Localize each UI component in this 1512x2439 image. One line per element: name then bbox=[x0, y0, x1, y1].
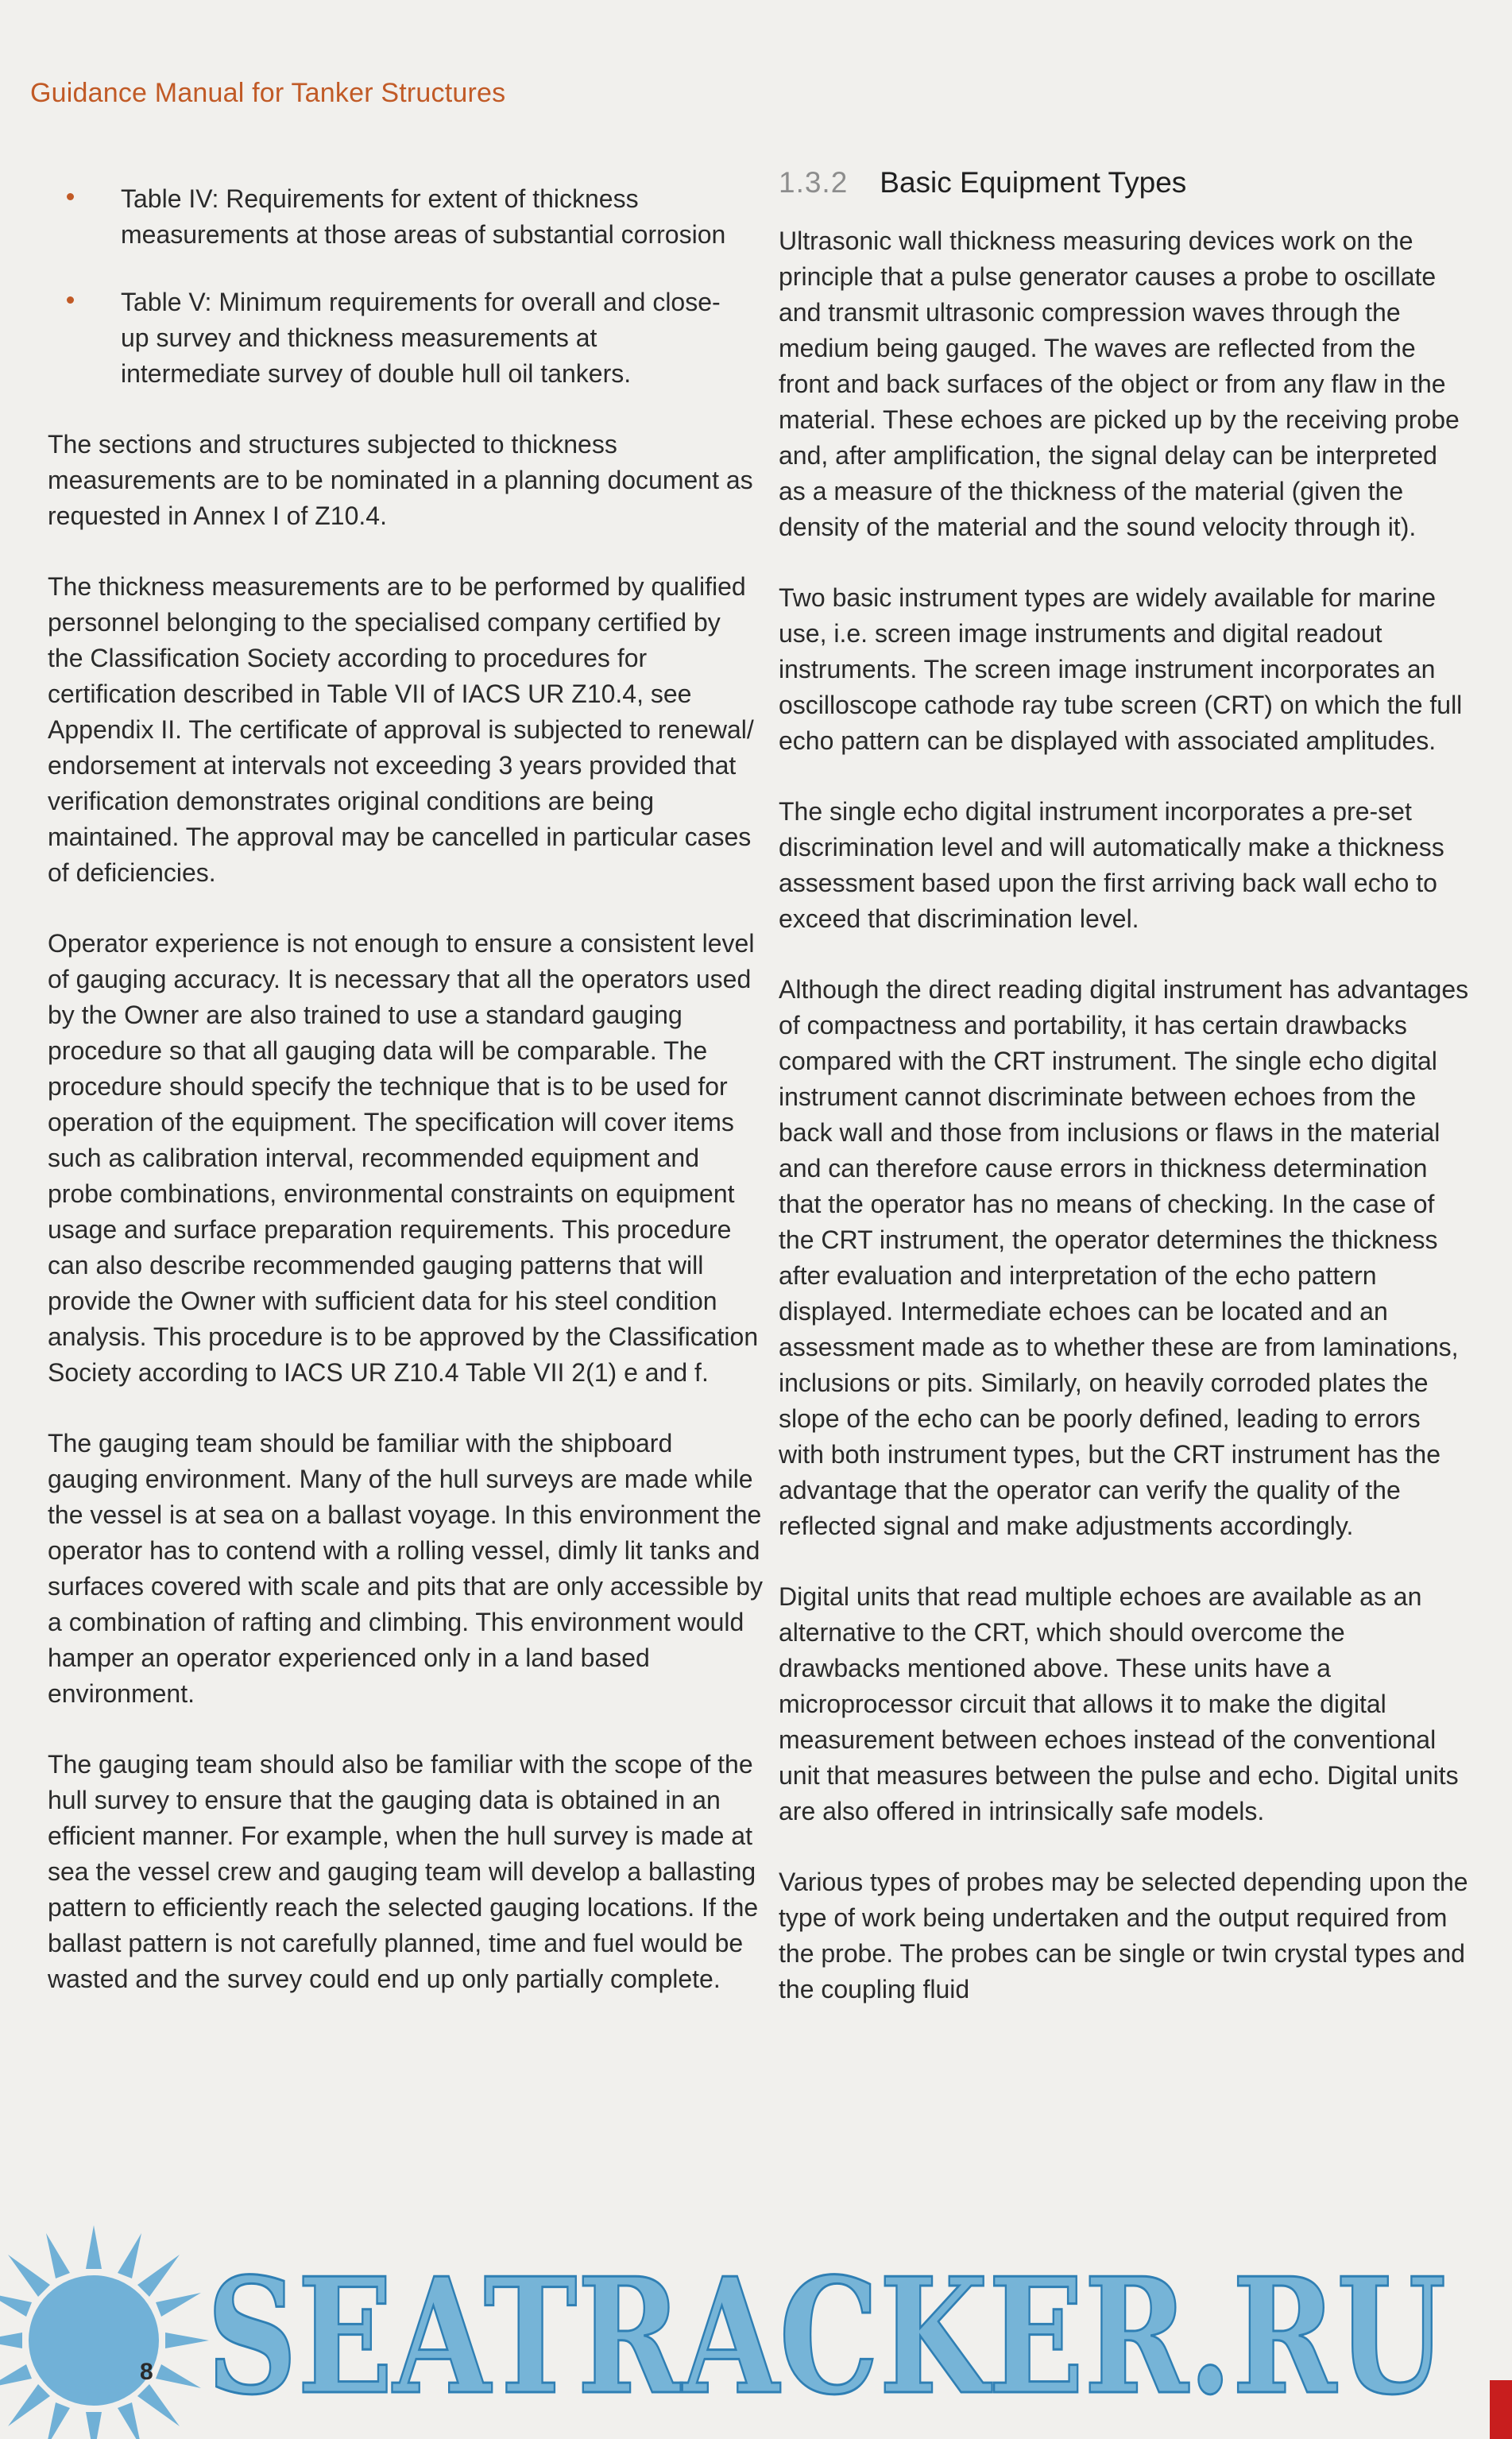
bullet-item bbox=[48, 285, 741, 392]
page-edge-tab bbox=[1490, 2380, 1512, 2439]
bullet-text: Table V: Minimum requirements for overall and close-up survey and thickness measurements at intermediate survey of double hull oil tankers. bbox=[121, 288, 721, 388]
left-column bbox=[48, 181, 763, 2032]
section-number: 1.3.2 bbox=[779, 166, 849, 199]
watermark bbox=[0, 2209, 1512, 2439]
right-column bbox=[779, 163, 1470, 2042]
section-title: Basic Equipment Types bbox=[880, 166, 1187, 199]
paragraph-operator-experience: Operator experience is not enough to ensure a consistent level of gauging accuracy. It is necessary that all the operators used by the Owner are also trained to use a standard gauging procedure so that all gauging data will be comparable. The procedure should specify the technique that is to be used for operation of the equipment. The specification will cover items such as calibration interval, recommended equipment and probe combinations, environmental constraints on equipment usage and surface preparation requirements. This procedure can also describe recommended gauging patterns that will provide the Owner with sufficient data for his steel condition analysis. This procedure is to be approved by the Classification Society according to IACS UR Z10.4 Table VII 2(1) e and f. bbox=[48, 929, 759, 1387]
paragraph-ultrasonic-principle: Ultrasonic wall thickness measuring devices work on the principle that a pulse generator causes a probe to oscillate and transmit ultrasonic compression waves through the medium being gauged. The waves are reflected from the front and back surfaces of the object or from any flaw in the material. These echoes are picked up by the receiving probe and, after amplification, the signal delay can be interpreted as a measure of the thickness of the material (given the density of the material and the sound velocity through it). bbox=[779, 226, 1460, 541]
running-header: Guidance Manual for Tanker Structures bbox=[30, 78, 506, 108]
bullet-dot-icon bbox=[67, 296, 74, 304]
paragraph-single-echo: The single echo digital instrument incorporates a pre-set discrimination level and will automatically make a thickness assessment based upon the first arriving back wall echo to exceed that discrimination level. bbox=[779, 797, 1444, 933]
paragraph-multiple-echoes: Digital units that read multiple echoes are available as an alternative to the CRT, which should overcome the drawbacks mentioned above. These units have a microprocessor circuit that allows it to make the digital measurement between echoes instead of the conventional unit that measures between the pulse and echo. Digital units are also offered in intrinsically safe models. bbox=[779, 1582, 1459, 1825]
paragraph-instrument-types: Two basic instrument types are widely available for marine use, i.e. screen image instruments and digital readout instruments. The screen image instrument incorporates an oscilloscope cathode ray tube screen (CRT) on which the full echo pattern can be displayed with associated amplitudes. bbox=[779, 583, 1463, 755]
paragraph-planning-document: The sections and structures subjected to thickness measurements are to be nominated in a planning document as requested in Annex I of Z10.4. bbox=[48, 430, 753, 530]
paragraph-gauging-environment: The gauging team should be familiar with the shipboard gauging environment. Many of the hull surveys are made while the vessel is at sea on a ballast voyage. In this environment the operator has to contend with a rolling vessel, dimly lit tanks and surfaces covered with scale and pits that are only accessible by a combination of rafting and climbing. This environment would hamper an operator experienced only in a land based environment. bbox=[48, 1429, 764, 1708]
sun-logo-icon bbox=[0, 2225, 209, 2439]
paragraph-probe-types: Various types of probes may be selected depending upon the type of work being undertaken and the output required from the probe. The probes can be single or twin crystal types and the coupling fluid bbox=[779, 1868, 1468, 2003]
bullet-dot-icon bbox=[67, 193, 74, 200]
paragraph-drawbacks: Although the direct reading digital instrument has advantages of compactness and portability, it has certain drawbacks compared with the CRT instrument. The single echo digital instrument cannot discriminate between echoes from the back wall and those from inclusions or flaws in the material and can therefore cause errors in thickness determination that the operator has no means of checking. In the case of the CRT instrument, the operator determines the thickness after evaluation and interpretation of the echo pattern displayed. Intermediate echoes can be located and an assessment made as to whether these are from laminations, inclusions or pits. Similarly, on heavily corroded plates the slope of the echo can be poorly defined, leading to errors with both instrument types, but the CRT instrument has the advantage that the operator can verify the quality of the reflected signal and make adjustments accordingly. bbox=[779, 975, 1469, 1540]
bullet-list bbox=[48, 181, 763, 392]
paragraph-hull-survey-scope: The gauging team should also be familiar with the scope of the hull survey to ensure that the gauging data is obtained in an efficient manner. For example, when the hull survey is made at sea the vessel crew and gauging team will develop a ballasting pattern to efficiently reach the selected gauging locations. If the ballast pattern is not carefully planned, time and fuel would be wasted and the survey could end up only partially complete. bbox=[48, 1750, 759, 1993]
bullet-item bbox=[48, 181, 741, 253]
watermark-text: SEATRACKER.RU bbox=[207, 2243, 1446, 2430]
bullet-text: Table IV: Requirements for extent of thickness measurements at those areas of substantial corrosion bbox=[121, 184, 726, 249]
section-heading bbox=[779, 163, 1470, 203]
page-number: 8 bbox=[140, 2359, 153, 2385]
paragraph-qualified-personnel: The thickness measurements are to be performed by qualified personnel belonging to the specialised company certified by the Classification Society according to procedures for certification described in Table VII of IACS UR Z10.4, see Appendix II. The certificate of approval is subjected to renewal/ endorsement at intervals not exceeding 3 years provided that verification demonstrates original conditions are being maintained. The approval may be cancelled in particular cases of deficiencies. bbox=[48, 572, 754, 887]
